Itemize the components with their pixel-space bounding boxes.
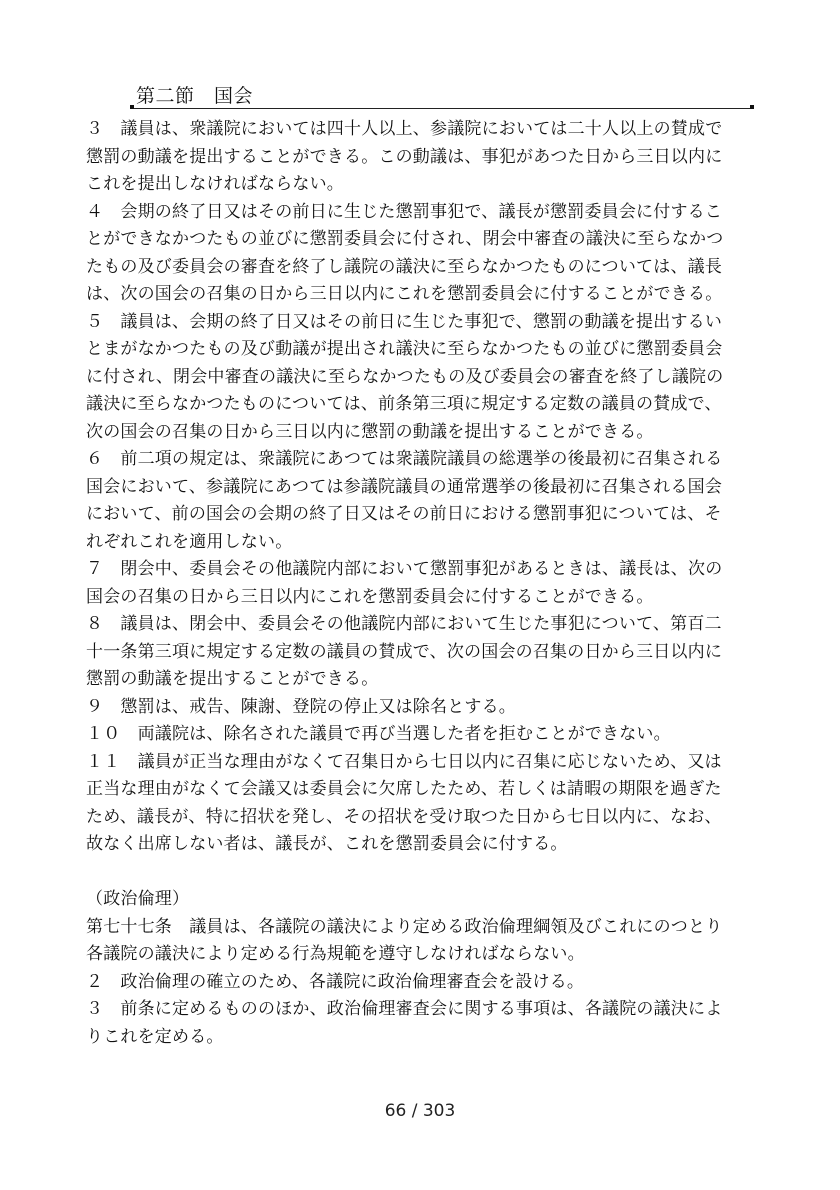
text-line: これを提出しなければならない。 xyxy=(86,174,344,194)
header-rule-right-cap xyxy=(750,105,754,109)
text-line: は、次の国会の召集の日から三日以内にこれを懲罰委員会に付することができる。 xyxy=(86,284,723,304)
page-number: 66 / 303 xyxy=(384,1101,456,1121)
text-line: に付され、閉会中審査の議決に至らなかつたもの及び委員会の審査を終了し議院の xyxy=(86,366,724,387)
text-line: 議決に至らなかつたものについては、前条第三項に規定する定数の議員の賛成で、 xyxy=(86,394,722,414)
body-text xyxy=(86,116,756,1051)
section-title: 第二節 国会 xyxy=(136,85,254,107)
text-line: ６ 前二項の規定は、衆議院にあつては衆議院議員の総選挙の後最初に召集される xyxy=(86,449,723,469)
text-line: 第七十七条 議員は、各議院の議決により定める政治倫理綱領及びこれにのつとり xyxy=(86,916,723,937)
text-line: ５ 議員は、会期の終了日又はその前日に生じた事犯で、懲罰の動議を提出するい xyxy=(86,311,723,332)
text-line: 各議院の議決により定める行為規範を遵守しなければならない。 xyxy=(86,944,585,964)
text-line: とまがなかつたもの及び動議が提出され議決に至らなかつたもの並びに懲罰委員会 xyxy=(86,339,723,359)
text-line: （政治倫理） xyxy=(86,889,190,909)
text-line: ９ 懲罰は、戒告、陳謝、登院の停止又は除名とする。 xyxy=(86,696,516,717)
text-line: たもの及び委員会の審査を終了し議院の議決に至らなかつたものについては、議長 xyxy=(86,256,723,277)
text-line: １１ 議員が正当な理由がなくて召集日から七日以内に召集に応じないため、又は xyxy=(86,751,722,772)
text-line: 懲罰の動議を提出することができる。 xyxy=(86,669,379,689)
text-line: 故なく出席しない者は、議長が、これを懲罰委員会に付する。 xyxy=(86,834,568,854)
text-line: ７ 閉会中、委員会その他議院内部において懲罰事犯があるときは、議長は、次の xyxy=(86,559,723,579)
text-line: 国会の召集の日から三日以内にこれを懲罰委員会に付することができる。 xyxy=(86,586,654,607)
header-rule xyxy=(130,108,752,109)
text-line: において、前の国会の会期の終了日又はその前日における懲罰事犯については、そ xyxy=(86,504,722,524)
text-line: １０ 両議院は、除名された議員で再び当選した者を拒むことができない。 xyxy=(86,724,671,744)
text-line: 十一条第三項に規定する定数の議員の賛成で、次の国会の召集の日から三日以内に xyxy=(86,641,723,662)
blank-line xyxy=(86,859,756,887)
text-line: とができなかつたもの並びに懲罰委員会に付され、閉会中審査の議決に至らなかつ xyxy=(86,229,724,249)
page-header xyxy=(130,84,754,110)
text-line: 正当な理由がなくて会議又は委員会に欠席したため、若しくは請暇の期限を過ぎた xyxy=(86,779,722,799)
text-line: 国会において、参議院にあつては参議院議員の通常選挙の後最初に召集される国会 xyxy=(86,476,723,497)
text-line: ２ 政治倫理の確立のため、各議院に政治倫理審査会を設ける。 xyxy=(86,971,585,992)
text-line: ３ 議員は、衆議院においては四十人以上、参議院においては二十人以上の賛成で xyxy=(86,119,723,139)
text-line: 次の国会の召集の日から三日以内に懲罰の動議を提出することができる。 xyxy=(86,421,654,442)
text-line: 懲罰の動議を提出することができる。この動議は、事犯があつた日から三日以内に xyxy=(86,146,723,167)
text-line: ため、議長が、特に招状を発し、その招状を受け取つた日から七日以内に、なお、 xyxy=(86,806,722,827)
text-line: りこれを定める。 xyxy=(86,1026,224,1047)
text-line: れぞれこれを適用しない。 xyxy=(86,531,293,552)
text-line: ３ 前条に定めるもののほか、政治倫理審査会に関する事項は、各議院の議決によ xyxy=(86,999,723,1019)
text-line: ４ 会期の終了日又はその前日に生じた懲罰事犯で、議長が懲罰委員会に付するこ xyxy=(86,201,723,222)
text-line: ８ 議員は、閉会中、委員会その他議院内部において生じた事犯について、第百二 xyxy=(86,614,722,634)
header-rule-left-cap xyxy=(130,105,134,109)
